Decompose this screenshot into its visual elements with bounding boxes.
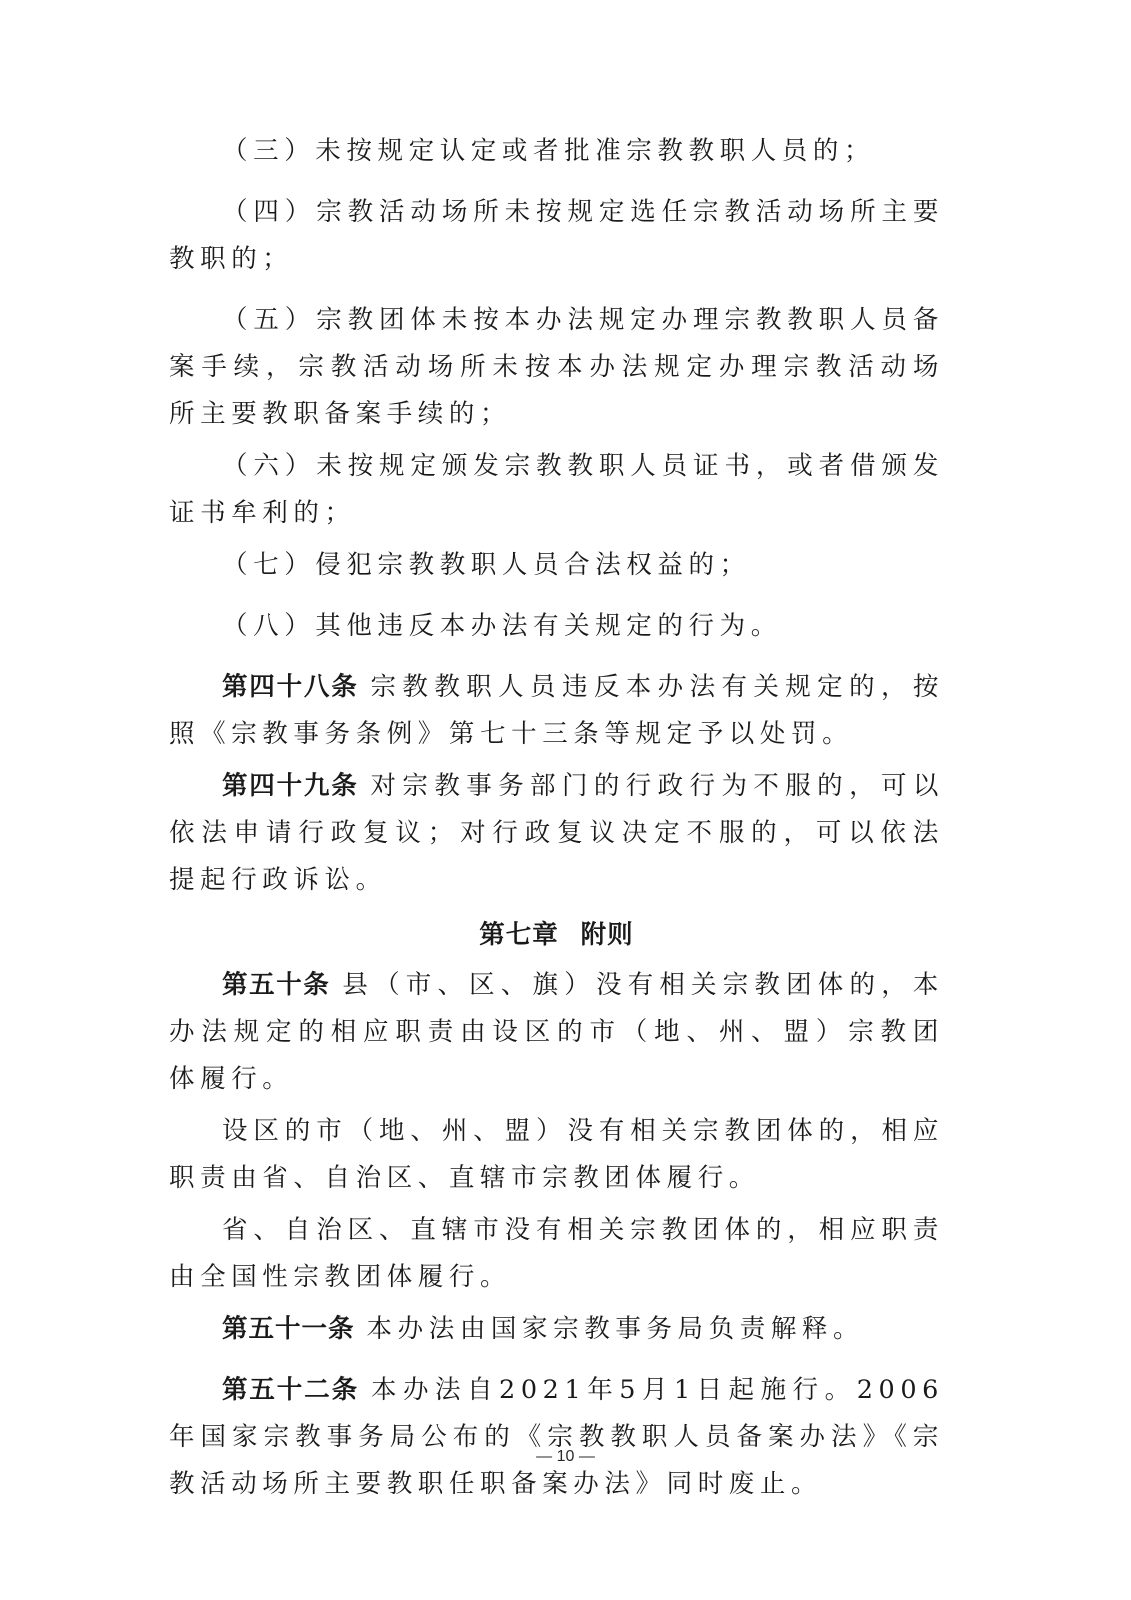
article-50-text: 县（市、区、旗）没有相关宗教团体的，本办法规定的相应职责由设区的市（地、州、盟）宗教团体履行。 bbox=[169, 970, 944, 1094]
item-4: （四）宗教活动场所未按规定选任宗教活动场所主要教职的； bbox=[169, 197, 944, 274]
article-50-number: 第五十条 bbox=[222, 970, 331, 1000]
article-51-number: 第五十一条 bbox=[222, 1314, 355, 1344]
article-52-number: 第五十二条 bbox=[222, 1375, 360, 1405]
article-49-text: 对宗教事务部门的行政行为不服的，可以依法申请行政复议；对行政复议决定不服的，可以依法提起行政诉讼。 bbox=[169, 771, 944, 895]
item-7: （七）侵犯宗教教职人员合法权益的； bbox=[222, 550, 751, 580]
item-8: （八）其他违反本办法有关规定的行为。 bbox=[222, 611, 782, 641]
chapter-heading: 第七章 附则 bbox=[479, 920, 634, 950]
article-50-paragraph-2: 设区的市（地、州、盟）没有相关宗教团体的，相应职责由省、自治区、直辖市宗教团体履行。 bbox=[169, 1116, 944, 1193]
item-5: （五）宗教团体未按本办法规定办理宗教教职人员备案手续，宗教活动场所未按本办法规定办理宗教活动场所主要教职备案手续的； bbox=[169, 305, 944, 429]
article-48-text: 宗教教职人员违反本办法有关规定的，按照《宗教事务条例》第七十三条等规定予以处罚。 bbox=[169, 672, 944, 749]
article-49-number: 第四十九条 bbox=[222, 771, 359, 801]
article-50-paragraph-3: 省、自治区、直辖市没有相关宗教团体的，相应职责由全国性宗教团体履行。 bbox=[169, 1215, 944, 1292]
article-49 bbox=[169, 763, 944, 904]
article-51-text: 本办法由国家宗教事务局负责解释。 bbox=[366, 1314, 865, 1344]
item-6: （六）未按规定颁发宗教教职人员证书，或者借颁发证书牟利的； bbox=[169, 451, 944, 528]
article-48 bbox=[169, 664, 944, 758]
article-50 bbox=[169, 962, 944, 1103]
document-body bbox=[169, 128, 944, 1508]
article-52 bbox=[169, 1367, 944, 1508]
article-48-number: 第四十八条 bbox=[222, 672, 359, 702]
article-52-text: 本办法自2021年5月1日起施行。2006年国家宗教事务局公布的《宗教教职人员备案办法》《宗教活动场所主要教职任职备案办法》同时废止。 bbox=[169, 1375, 944, 1499]
item-3: （三）未按规定认定或者批准宗教教职人员的； bbox=[222, 136, 876, 166]
article-51 bbox=[169, 1306, 944, 1353]
page-number: — 10 — bbox=[536, 1448, 595, 1465]
